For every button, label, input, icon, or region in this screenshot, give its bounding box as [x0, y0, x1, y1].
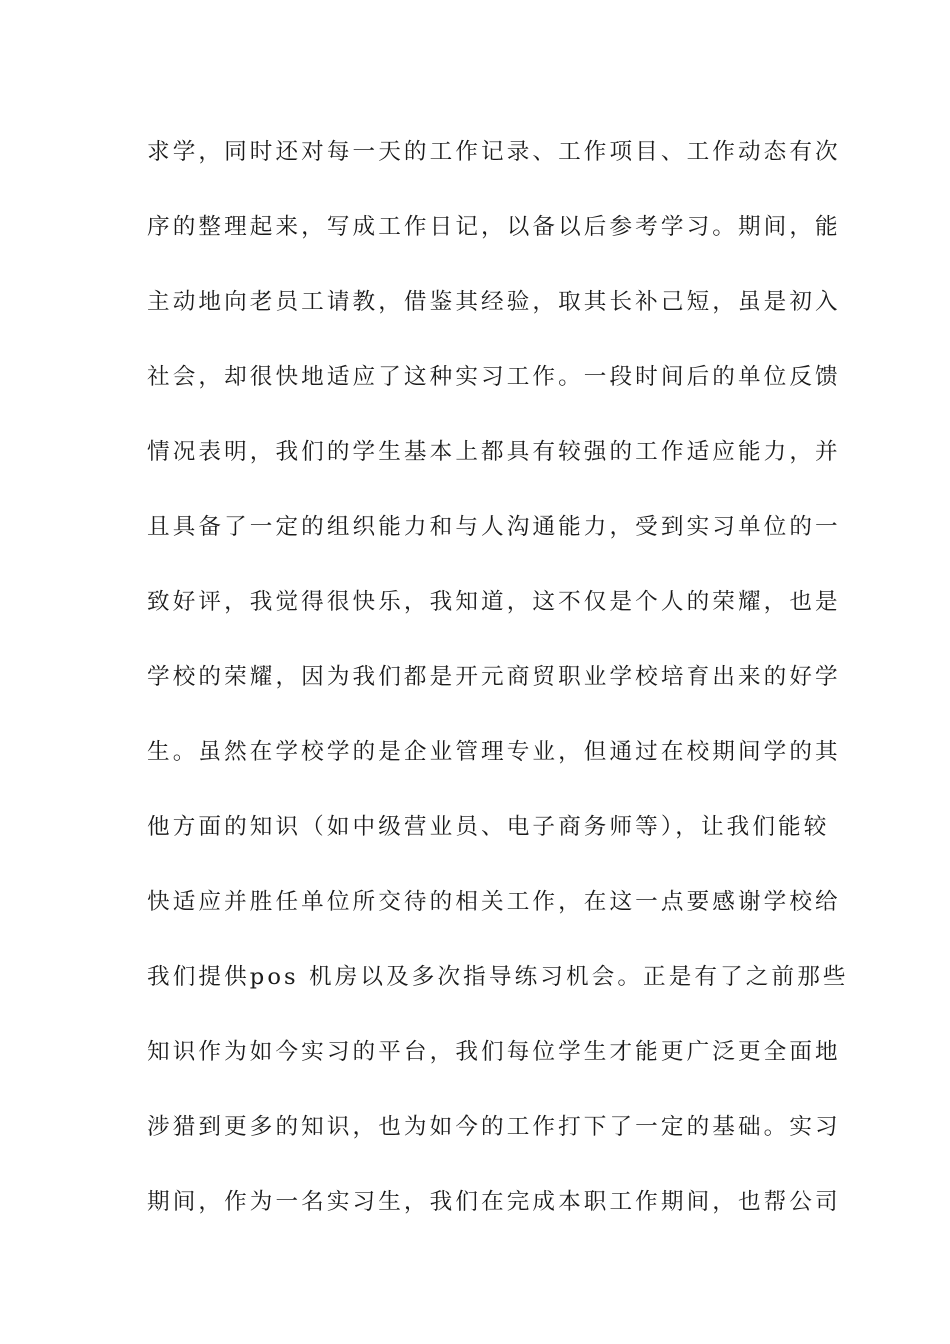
body-paragraph: [147, 132, 849, 1257]
text-line: 致好评，我觉得很快乐，我知道，这不仅是个人的荣耀，也是: [147, 589, 841, 615]
text-line: 知识作为如今实习的平台，我们每位学生才能更广泛更全面地: [147, 1039, 841, 1065]
text-line: 且具备了一定的组织能力和与人沟通能力，受到实习单位的一: [147, 514, 841, 540]
text-line: 主动地向老员工请教，借鉴其经验，取其长补己短，虽是初入: [147, 289, 841, 315]
text-line: 求学，同时还对每一天的工作记录、工作项目、工作动态有次: [147, 139, 841, 165]
text-line: 他方面的知识（如中级营业员、电子商务师等），让我们能较: [147, 814, 830, 840]
text-line: 期间，作为一名实习生，我们在完成本职工作期间，也帮公司: [147, 1189, 841, 1215]
text-line: 序的整理起来，写成工作日记，以备以后参考学习。期间，能: [147, 214, 841, 240]
text-line: 情况表明，我们的学生基本上都具有较强的工作适应能力，并: [147, 439, 841, 465]
text-line: 学校的荣耀，因为我们都是开元商贸职业学校培育出来的好学: [147, 664, 841, 690]
text-line: 快适应并胜任单位所交待的相关工作，在这一点要感谢学校给: [147, 889, 841, 915]
text-line: 我们提供pos 机房以及多次指导练习机会。正是有了之前那些: [147, 964, 849, 990]
text-line: 生。虽然在学校学的是企业管理专业，但通过在校期间学的其: [147, 739, 841, 765]
text-line: 社会，却很快地适应了这种实习工作。一段时间后的单位反馈: [147, 364, 841, 390]
text-line: 涉猎到更多的知识，也为如今的工作打下了一定的基础。实习: [147, 1114, 841, 1140]
